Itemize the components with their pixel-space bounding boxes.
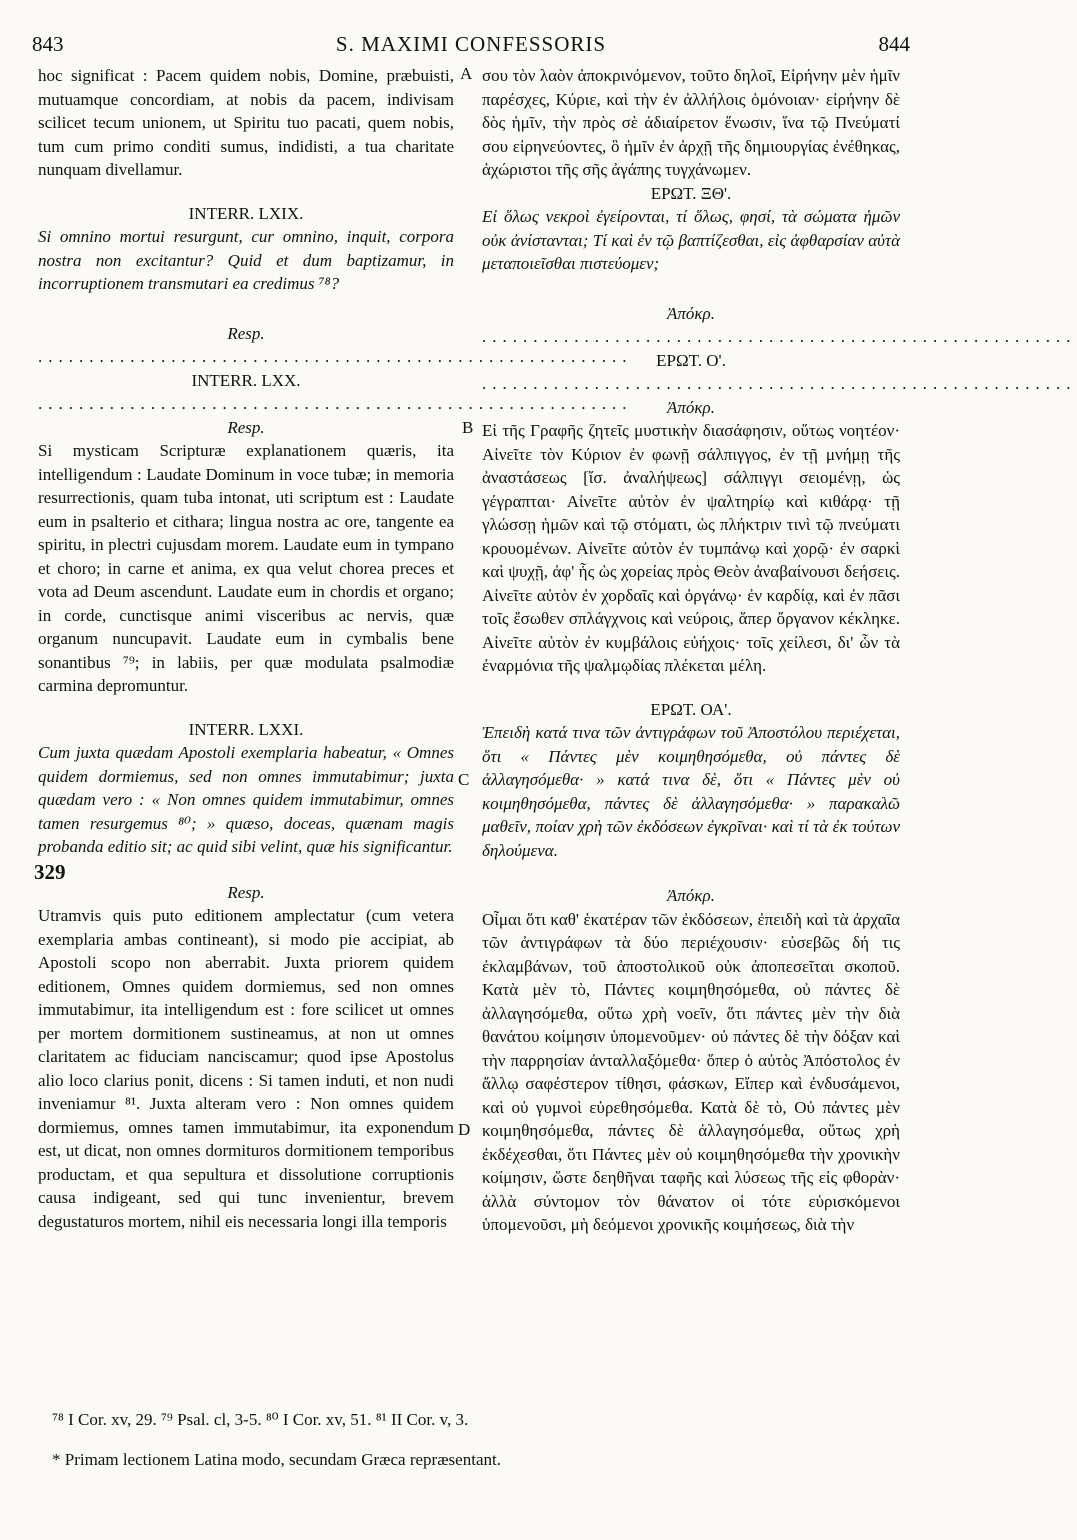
greek-q71-answer: Οἶμαι ὅτι καθ' ἑκατέραν τῶν ἐκδόσεων, ἐπειδὴ καὶ τὰ ἀρχαῖα τῶν ἀντιγράφων τὰ δύο περιέχουσιν· εὐσεβῶς δή τις ἐκλαμβάνων, τοῦ ἀποστολικοῦ οὐκ ἀποπεσεῖται σκοποῦ. Κατὰ μὲν τὸ, Πάντες κοιμηθησόμεθα, οὐ πάντες δὲ ἀλλαγησόμεθα, οὕτω χρὴ νοεῖν, ὅτι πάντες μὲν τὴν διὰ θανάτου κοίμησιν ὑπομενοῦμεν· οὐ πάντες δὲ τὴν δόξαν καὶ τὴν παρρησίαν ἀνταλλαξόμεθα· ὅπερ ὁ αὐτὸς Ἀπόστολος ἐν ἄλλῳ σαφέστερον τίθησι, φάσκων, Εἴπερ καὶ ἐνδυσάμενοι, καὶ οὐ γυμνοὶ εὑρεθησόμεθα. Κατὰ δὲ τὸ, Οὐ πάντες μὲν κοιμηθησόμεθα, πάντες δὲ ἀλλαγησόμεθα, οὕτως χρὴ ἐκδέχεσθαι, ὅτι Πάντες μὲν οὐ κοιμηθησόμεθα τὴν χρονικὴν κοίμησιν, ὥστε δεηθῆναι ταφῆς καὶ λύσεως τῆς εἰς φθορὰν· ἀλλὰ σύντομον τὸν θάνατον οἱ τότε εὑρισκόμενοι ὑπομενοῦσι, μὴ δεόμενοι χρονικῆς κοιμήσεως, διὰ τὴν [482, 909, 900, 1234]
latin-q71-heading: INTERR. LXXI. [188, 719, 304, 739]
greek-q71-text: Ἐπειδὴ κατά τινα τῶν ἀντιγράφων τοῦ Ἀποστόλου περιέχεται, ὅτι « Πάντες μὲν κοιμηθησόμεθα, οὐ πάντες δὲ ἀλλαγησόμεθα· » κατά τινα δὲ, ὅτι « Πάντες μὲν οὐ κοιμηθησόμεθα, πάντες δὲ ἀλλαγησόμεθα· » παρακαλῶ μαθεῖν, ποίαν χρὴ τῶν ἐκδόσεων ἐγκρῖναι· καὶ τί τὰ ἐκ τούτων δηλούμενα. [482, 723, 900, 860]
latin-q70-text: Si mysticam Scripturæ explanationem quæris, ita intelligendum : Laudate Dominum in voce tubæ; in memoria resurrectionis, quam tuba intonat, uti scriptum est : Laudate eum in psalterio et cithara; lingua nostra ac ore, tangente ea spiritu, in plectri cujusdam morem. Laudate eum in tympano et choro; in carne et anima, ex qua velut chorea preces et vota ad Deum ascendunt. Laudate eum in chordis et organo; in corde, cunctisque animi visceribus ac nervis, quæ organum nuncupavit. Laudate eum in cymbalis bene sonantibus ⁷⁹; in labiis, per quæ modulata psalmodiæ carmina depromuntur. [38, 441, 454, 695]
latin-q69-text: Si omnino mortui resurgunt, cur omnino, inquit, corpora nostra non excitantur? Quid et dum baptizamur, in incorruptionem transmutari ea credimus ⁷⁸? [38, 227, 454, 293]
greek-dots-1: .......................................................... [482, 327, 1077, 346]
greek-q71-resp: Ἀπόκρ. [667, 886, 715, 905]
greek-q71-heading: ΕΡΩΤ. ΟΑ'. [650, 699, 732, 719]
page-header [32, 32, 910, 58]
latin-dots-1: .......................................................... [38, 347, 633, 366]
footnote: * Primam lectionem Latina modo, secundam Græca repræsentant. [52, 1450, 501, 1469]
greek-q70-resp: Ἀπόκρ. [667, 397, 715, 417]
latin-intro: hoc significat : Pacem quidem nobis, Domine, præbuisti, mutuamque concordiam, at nobis da pacem, indivisam scilicet tecum unionem, ut Spiritu tuo pacati, quem nobis, tum cum primo conditi sumus, indidisti, a tua charitate nunquam divellamur. [38, 66, 454, 179]
latin-q71-answer: Utramvis quis puto editionem amplectatur (cum vetera exemplaria ambas contineant), si modo pie accipiat, ab Apostoli scopo non aberrabit. Juxta priorem quidem editionem, Omnes quidem dormiemus, sed non omnes immutabimur, ita intelligendum est : fore scilicet ut omnes per mortem dormitionem sustineamus, at non ut omnes claritatem ac fiduciam nanciscamur; quod ipse Apostolus alio loco clarius ponit, dicens : Si tamen induti, et non nudi inveniamur ⁸¹. Juxta alteram vero : Non omnes quidem dormiemus, omnes tamen immutabimur, ita exponendum est, ut dicat, non omnes dormituros dormitionem temporibus productam, et qua sepultura et dissolutione corruptionis causa indigeant, sed qui tunc invenientur, brevem degustaturos mortem, nihil eis necessaria longi illa temporis [38, 906, 454, 1231]
latin-q69-resp: Resp. [227, 323, 265, 343]
page-number-right: 844 [878, 32, 910, 56]
margin-letter-b: B [462, 418, 474, 437]
greek-q69-text: Εἰ ὅλως νεκροὶ ἐγείρονται, τί ὅλως, φησί, τὰ σώματα ἡμῶν οὐκ ἀνίστανται; Τί καὶ ἐν τῷ βαπτίζεσθαι, εἰς ἀφθαρσίαν αὐτὰ μεταποιεῖσθαι πιστεύομεν; [482, 207, 900, 273]
latin-q71-resp: Resp. [227, 882, 265, 902]
greek-q69-heading: ΕΡΩΤ. ΞΘ'. [650, 183, 732, 203]
margin-letter-d: D [458, 1120, 471, 1139]
running-title: S. MAXIMI CONFESSORIS [335, 32, 607, 56]
greek-dots-2: .......................................................... [482, 374, 1077, 393]
latin-dots-2: .......................................................... [38, 394, 633, 413]
edition-page-marker: 329 [34, 860, 66, 884]
page-number-left: 843 [32, 32, 64, 56]
greek-q69-resp: Ἀπόκρ. [667, 303, 715, 323]
scripture-notes: ⁷⁸ I Cor. xv, 29. ⁷⁹ Psal. cl, 3-5. ⁸⁰ I Cor. xv, 51. ⁸¹ II Cor. v, 3. [52, 1410, 469, 1429]
latin-q70-resp: Resp. [227, 417, 265, 437]
greek-intro: σου τὸν λαὸν ἀποκρινόμενον, τοῦτο δηλοῖ, Εἰρήνην μὲν ἡμῖν παρέσχες, Κύριε, καὶ τὴν ἐν ἀλλήλοις ὁμόνοιαν· εἰρήνην δὲ δὸς ἡμῖν, τὴν πρὸς σὲ ἀδιαίρετον ἕνωσιν, ἵνα τῷ Πνεύματί σου εἰρηνεύοντες, ὃ ἡμῖν ἐν ἀρχῇ τῆς δημιουργίας ἐνέθηκας, ἀχώριστοι τῆς σῆς ἀγάπης τυγχάνωμεν. [482, 66, 900, 179]
greek-q70-text: Εἰ τῆς Γραφῆς ζητεῖς μυστικὴν διασάφησιν, οὕτως νοητέον· Αἰνεῖτε τὸν Κύριον ἐν φωνῇ σάλπιγγος, ἐν τῇ μνήμῃ τῆς ἀναστάσεως [ἴσ. ἀναλήψεως] σάλπιγγι σειομένῃ, ὡς γέγραπται· Αἰνεῖτε αὐτὸν ἐν ψαλτηρίῳ καὶ κιθάρᾳ· τῇ γλώσσῃ ἡμῶν καὶ τῷ στόματι, ὡς πλήκτριν τινὶ τῷ πνεύματι κρουομένων. Αἰνεῖτε αὐτὸν ἐν τυμπάνῳ καὶ χορῷ· ἐν σαρκὶ καὶ ψυχῇ, ἀφ' ἧς ὡς χορείας πρὸς Θεὸν ἀναβαίνουσι δεήσεις. Αἰνεῖτε αὐτὸν ἐν χορδαῖς καὶ ὀργάνῳ· ἐν καρδίᾳ, καὶ ἐν πᾶσι τοῖς ἔσωθεν σπλάγχνοις καὶ νεύροις, ἅπερ ὄργανον κέκληκε. Αἰνεῖτε αὐτὸν ἐν κυμβάλοις εὐήχοις· τοῖς χείλεσι, δι' ὧν τὰ ἐναρμόνια τῆς ψαλμῳδίας πλέκεται μέλη. [482, 421, 900, 675]
latin-column [38, 64, 633, 1233]
latin-q70-heading: INTERR. LXX. [191, 370, 301, 390]
greek-column [482, 64, 1077, 1237]
latin-q71-text: Cum juxta quædam Apostoli exemplaria habeatur, « Omnes quidem dormiemus, sed non omnes immutabimur; juxta quædam vero : « Non omnes quidem immutabimur, omnes tamen resurgemus ⁸⁰; » quæso, doceas, quænam magis probanda editio sit; ac quid sibi velint, quæ his significantur. [38, 743, 454, 856]
greek-q70-heading: ΕΡΩΤ. Ο'. [656, 350, 726, 370]
latin-q69-heading: INTERR. LXIX. [188, 203, 304, 223]
margin-letter-c: C [458, 770, 470, 789]
margin-letter-a: A [460, 64, 473, 83]
